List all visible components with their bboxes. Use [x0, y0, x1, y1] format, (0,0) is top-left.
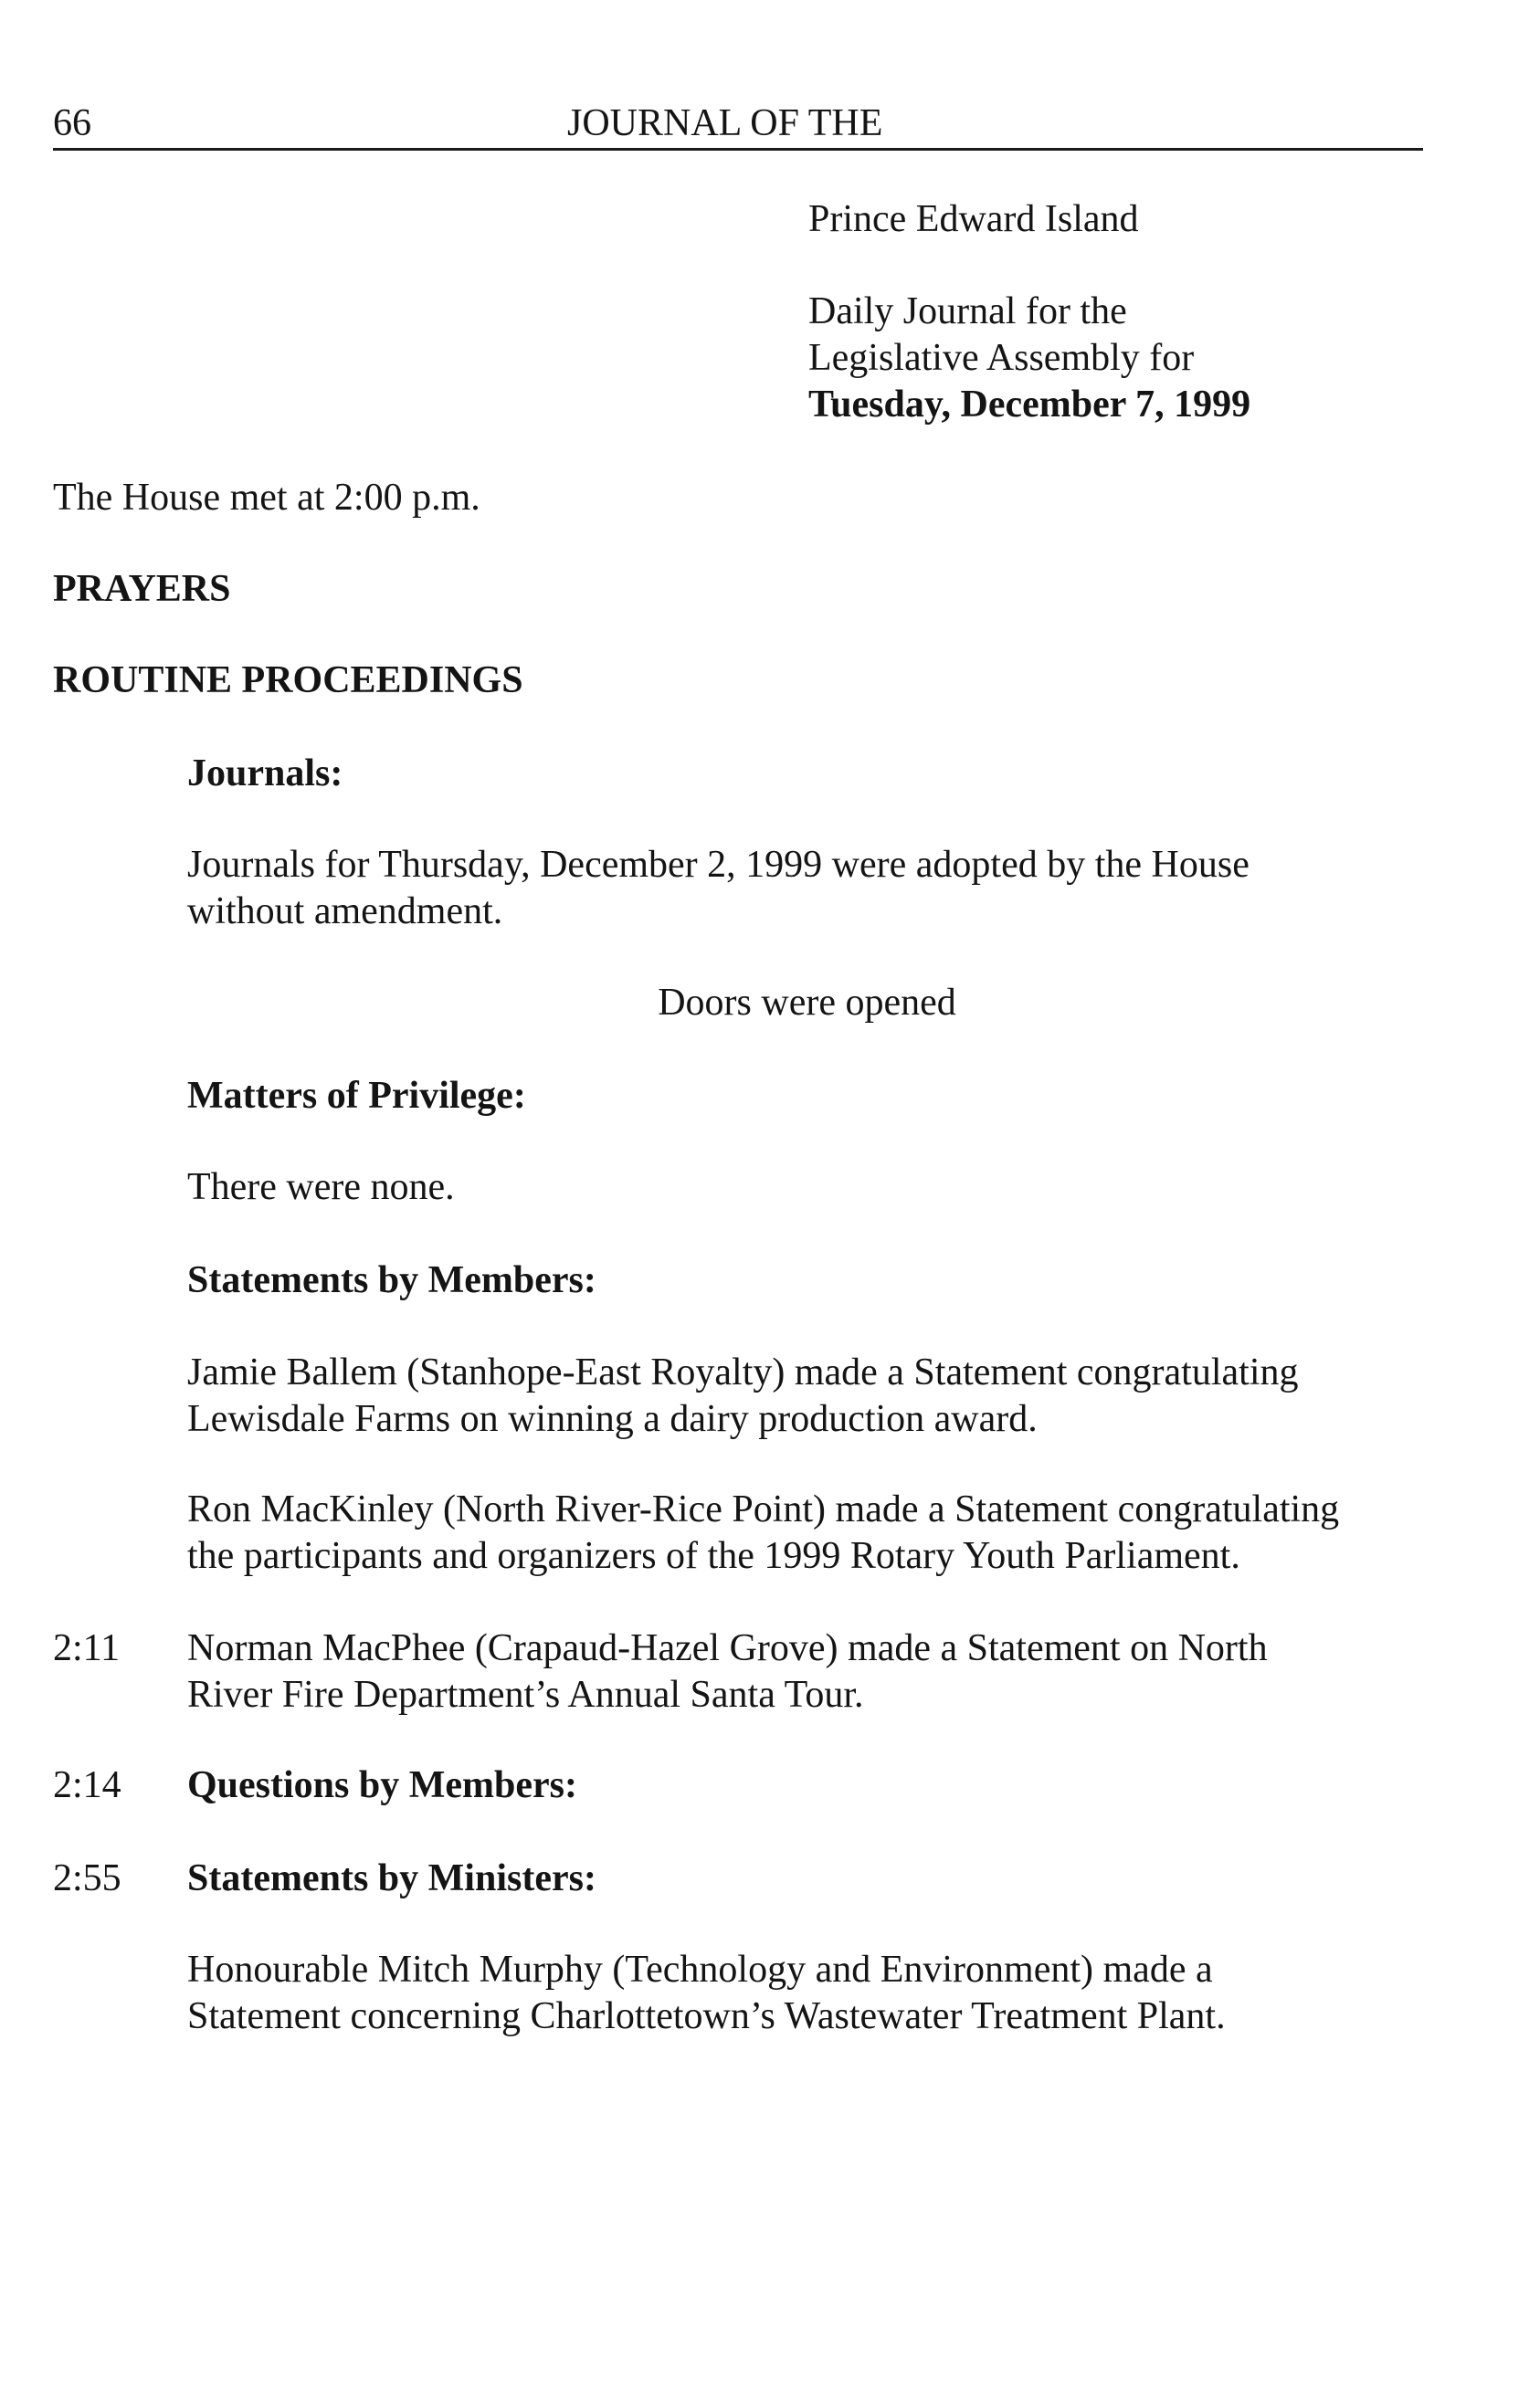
statement-line: Jamie Ballem (Stanhope-East Royalty) made a Statement congratulating	[187, 1351, 1299, 1393]
header-line-1: Daily Journal for the	[808, 290, 1127, 332]
privilege-text: There were none.	[187, 1166, 455, 1208]
opening-line: The House met at 2:00 p.m.	[53, 477, 480, 519]
statement-line: River Fire Department’s Annual Santa Tour.	[187, 1674, 864, 1716]
statement-murphy	[187, 1947, 1427, 2040]
privilege-heading: Matters of Privilege:	[187, 1075, 526, 1117]
minister-statements-heading: Statements by Ministers:	[187, 1857, 596, 1899]
statement-line: Norman MacPhee (Crapaud-Hazel Grove) made a Statement on North	[187, 1627, 1268, 1669]
journals-line-1: Journals for Thursday, December 2, 1999 were adopted by the House	[187, 844, 1250, 886]
header-line-2: Legislative Assembly for	[808, 337, 1195, 379]
time-stamp: 2:11	[53, 1627, 121, 1669]
doors-opened: Doors were opened	[658, 982, 956, 1024]
routine-proceedings-heading: ROUTINE PROCEEDINGS	[53, 659, 523, 701]
running-head	[53, 100, 1423, 151]
member-statements-heading: Statements by Members:	[187, 1259, 596, 1301]
time-stamp: 2:14	[53, 1764, 121, 1806]
journals-heading: Journals:	[187, 752, 343, 794]
statement-ballem	[187, 1350, 1427, 1443]
province-name: Prince Edward Island	[808, 198, 1139, 240]
journals-paragraph	[187, 842, 1427, 935]
statement-line: the participants and organizers of the 1999 Rotary Youth Parliament.	[187, 1535, 1240, 1577]
running-title: JOURNAL OF THE	[567, 102, 883, 144]
statement-line: Lewisdale Farms on winning a dairy production award.	[187, 1398, 1038, 1440]
statement-line: Ron MacKinley (North River-Rice Point) made a Statement congratulating	[187, 1488, 1340, 1530]
statement-line: Honourable Mitch Murphy (Technology and Environment) made a	[187, 1949, 1213, 1991]
time-stamp: 2:55	[53, 1857, 121, 1899]
statement-mackinley	[187, 1487, 1427, 1580]
statement-line: Statement concerning Charlottetown’s Wastewater Treatment Plant.	[187, 1995, 1226, 2037]
statement-macphee	[187, 1625, 1427, 1719]
page-number: 66	[53, 102, 91, 144]
sitting-date: Tuesday, December 7, 1999	[808, 384, 1251, 426]
prayers-heading: PRAYERS	[53, 568, 231, 610]
questions-heading: Questions by Members:	[187, 1764, 577, 1806]
journals-line-2: without amendment.	[187, 890, 503, 932]
journal-header	[808, 196, 1448, 428]
